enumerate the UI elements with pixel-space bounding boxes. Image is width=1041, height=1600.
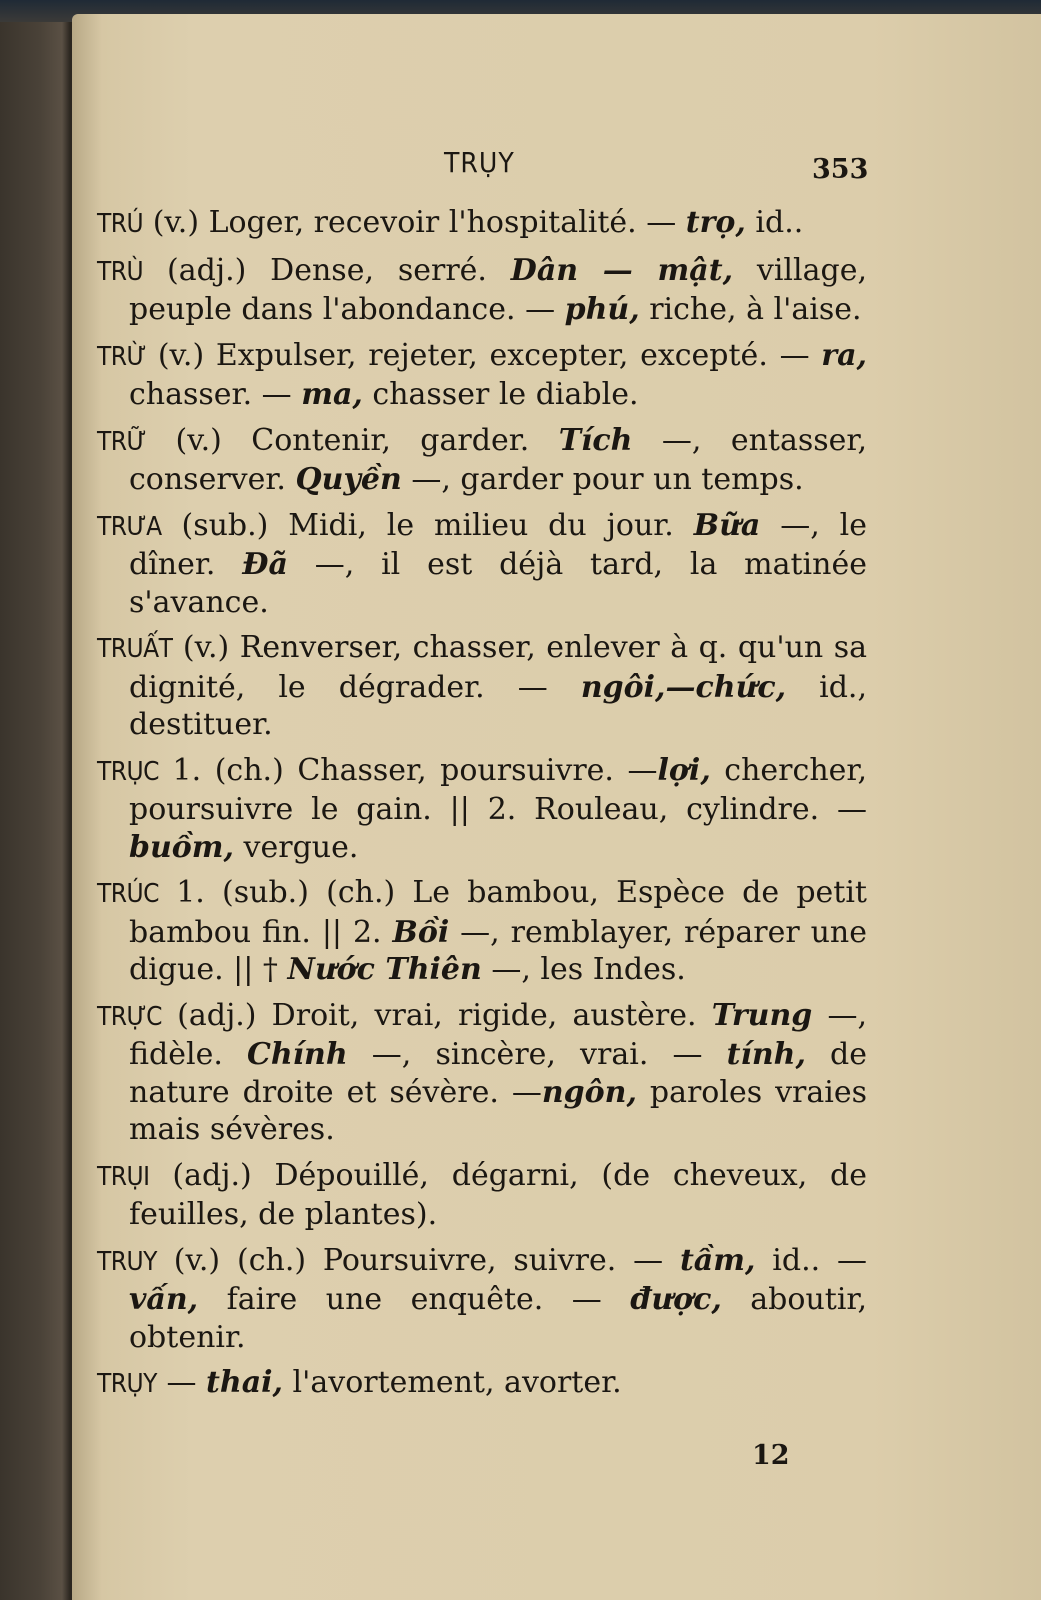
headword: TRÙ [97, 256, 144, 287]
headword: TRƯA [97, 511, 162, 542]
entry-truc-acute: TRÚC 1. (sub.) (ch.) Le bambou, Espèce de petit bambou fin. || 2. Bồi —, remblayer, réparer une digue. || † Nước Thiên —, les Indes. [97, 875, 867, 987]
dictionary-page [72, 14, 1041, 1600]
headword: TRÚ [97, 209, 144, 239]
headword: TRỤI [97, 1161, 150, 1192]
page-header [72, 142, 1041, 185]
entry-tru-tilde: TRỮ (v.) Contenir, garder. Tích —, entasser, conserver. Quyền —, garder pour un temps. [97, 422, 867, 497]
entry-tru-acute: TRÚ (v.) Loger, recevoir l'hospitalité. — trọ, id.. [97, 205, 804, 240]
entry-truc-dot: TRỤC 1. (ch.) Chasser, poursuivre. —lợi, chercher, poursuivre le gain. || 2. Rouleau, cylindre. — buồm, vergue. [97, 752, 867, 865]
page-number: 353 [812, 154, 869, 185]
headword: TRÚC [97, 879, 159, 909]
entry-truy: TRUY (v.) (ch.) Poursuivre, suivre. — tầm, id.. — vấn, faire une enquête. — được, aboutir, obtenir. [97, 1242, 867, 1355]
signature-mark: 12 [752, 1440, 790, 1471]
entry-truc-horn: TRỰC (adj.) Droit, vrai, rigide, austère. Trung —, fidèle. Chính —, sincère, vrai. — tính, de nature droite et sévère. —ngôn, paroles vraies mais sévères. [97, 997, 867, 1147]
entry-truat: TRUẤT (v.) Renverser, chasser, enlever à q. qu'un sa dignité, le dégrader. — ngôi,—chức, id., destituer. [97, 630, 867, 742]
headword: TRUẤT [97, 634, 173, 664]
headword: TRỰC [97, 1001, 162, 1032]
running-head: TRỤY [444, 146, 515, 179]
entry-trui: TRỤI (adj.) Dépouillé, dégarni, (de cheveux, de feuilles, de plantes). [97, 1157, 867, 1232]
headword: TRUY [97, 1246, 157, 1277]
entry-trua: TRƯA (sub.) Midi, le milieu du jour. Bữa —, le dîner. Đã —, il est déjà tard, la matinée s'avance. [97, 507, 867, 620]
headword: TRỪ [97, 341, 147, 372]
headword: TRỤC [97, 756, 159, 787]
entry-tru-horn-grave: TRỪ (v.) Expulser, rejeter, excepter, excepté. — ra, chasser. — ma, chasser le diable. [97, 337, 867, 412]
entry-truy-dot: TRỤY — thai, l'avortement, avorter. [97, 1365, 622, 1400]
entry-tru-grave: TRÙ (adj.) Dense, serré. Dân — mật, village, peuple dans l'abondance. — phú, riche, à l'aise. [97, 252, 867, 327]
entry-list [97, 204, 867, 1408]
headword: TRỮ [97, 426, 147, 457]
headword: TRỤY [97, 1369, 157, 1399]
